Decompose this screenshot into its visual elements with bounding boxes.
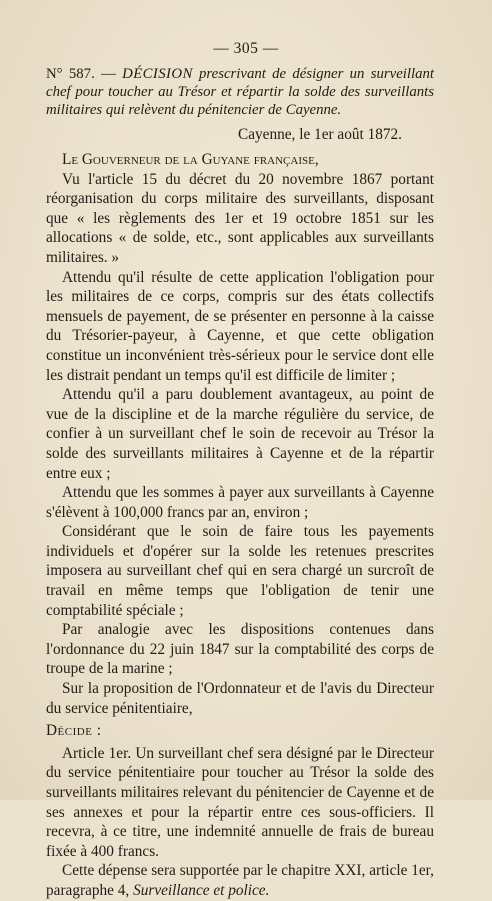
decision-description: prescrivant de désigner un surveillant chef pour toucher au Trésor et répartir la solde des surveillants militaires qui relèvent du pénitencier de Cayenne.	[46, 66, 434, 118]
paragraph-depense	[46, 861, 434, 900]
page-number: — 305 —	[213, 40, 279, 57]
decision-label: DÉCISION	[122, 66, 193, 82]
paragraph-par-analogie: Par analogie avec les dispositions contenues dans l'ordonnance du 22 juin 1847 sur la comptabilité des corps de troupe de la marine ;	[46, 621, 434, 678]
decision-number: N° 587.	[46, 66, 95, 82]
paragraph-attendu-sommes: Attendu que les sommes à payer aux surveillants à Cayenne s'élèvent à 100,000 francs par an, environ ;	[46, 484, 434, 521]
document-body	[46, 150, 434, 901]
decision-heading	[46, 66, 434, 119]
depense-italic-text: Surveillance et police.	[133, 881, 270, 899]
paragraph-attendu-avantageux: Attendu qu'il a paru doublement avantageux, au point de vue de la discipline et de la marche régulière du service, de confier à un surveillant chef le soin de recevoir au Trésor la solde des surveillants militaires à Cayenne et de la répartir entre eux ;	[46, 386, 434, 482]
article-1: Article 1er. Un surveillant chef sera désigné par le Directeur du service pénitentiaire pour toucher au Trésor la solde des surveillants militaires relevant du pénitencier de Cayenne et de ses annexes et pour la répartir entre ces sous-officiers. Il recevra, à ce titre, une indemnité annuelle de frais de bureau fixée à 400 francs.	[46, 744, 434, 860]
dateline: Cayenne, le 1er août 1872.	[238, 126, 402, 143]
depense-text: Cette dépense sera supportée par le chapitre XXI, article 1er, paragraphe 4,	[46, 862, 434, 899]
paragraph-considerant: Considérant que le soin de faire tous les payements individuels et d'opérer sur la solde les retenues prescrites imposera au surveillant chef qui en sera chargé un surcroît de travail en même temps que l'obligation de tenir une comptabilité spéciale ;	[46, 523, 434, 619]
paragraph-sur-proposition: Sur la proposition de l'Ordonnateur et de l'avis du Directeur du service pénitentiaire,	[46, 680, 434, 717]
paragraph-attendu-obligation: Attendu qu'il résulte de cette application l'obligation pour les militaires de ce corps, compris sur des états collectifs mensuels de payement, de se présenter en personne à la caisse du Trésorier-payeur, à Cayenne, et que cette obligation constitue un inconvénient très-sérieux pour le service dont elle les distrait pendant un temps qu'il est difficile de limiter ;	[46, 268, 434, 384]
paragraph-vu-article: Vu l'article 15 du décret du 20 novembre 1867 portant réorganisation du corps militaire des surveillants, disposant que « les règlements des 1er et 19 octobre 1851 sur les allocations « de solde, etc., sont applicables aux surveillants militaires. »	[46, 170, 434, 266]
decide-heading: Décide :	[46, 722, 102, 740]
authority-line: Le Gouverneur de la Guyane française,	[62, 151, 319, 168]
heading-dash: —	[101, 66, 116, 82]
